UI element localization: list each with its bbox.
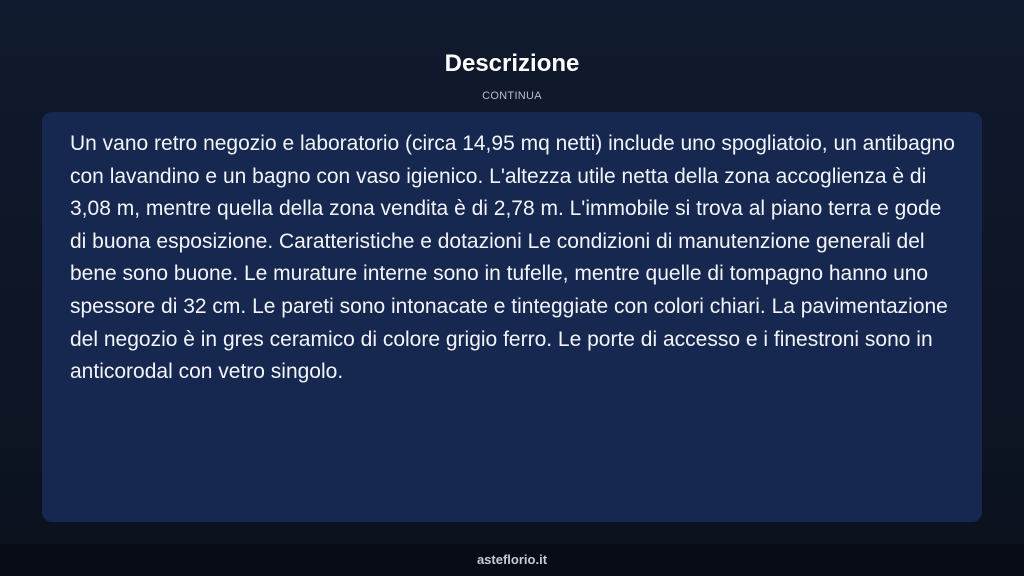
page-header (0, 0, 1024, 110)
footer-bar (0, 544, 1024, 576)
description-card (42, 112, 982, 522)
footer-brand: asteflorio.it (476, 552, 548, 567)
description-text: Un vano retro negozio e laboratorio (circa 14,95 mq netti) include uno spogliatoio, un antibagno con lavandino e un bagno con vaso igienico. L'altezza utile netta della zona accoglienza è di 3,08 m, mentre quella della zona vendita è di 2,78 m. L'immobile si trova al piano terra e gode di buona esposizione. Caratteristiche e dotazioni Le condizioni di manutenzione generali del bene sono buone. Le murature interne sono in tufelle, mentre quelle di tompagno hanno uno spessore di 32 cm. Le pareti sono intonacate e tinteggiate con colori chiari. La pavimentazione del negozio è in gres ceramico di colore grigio ferro. Le porte di accesso e i finestroni sono in anticorodal con vetro singolo. (70, 132, 955, 384)
continued-label: CONTINUA (482, 90, 542, 102)
page-title: Descrizione (444, 50, 580, 77)
